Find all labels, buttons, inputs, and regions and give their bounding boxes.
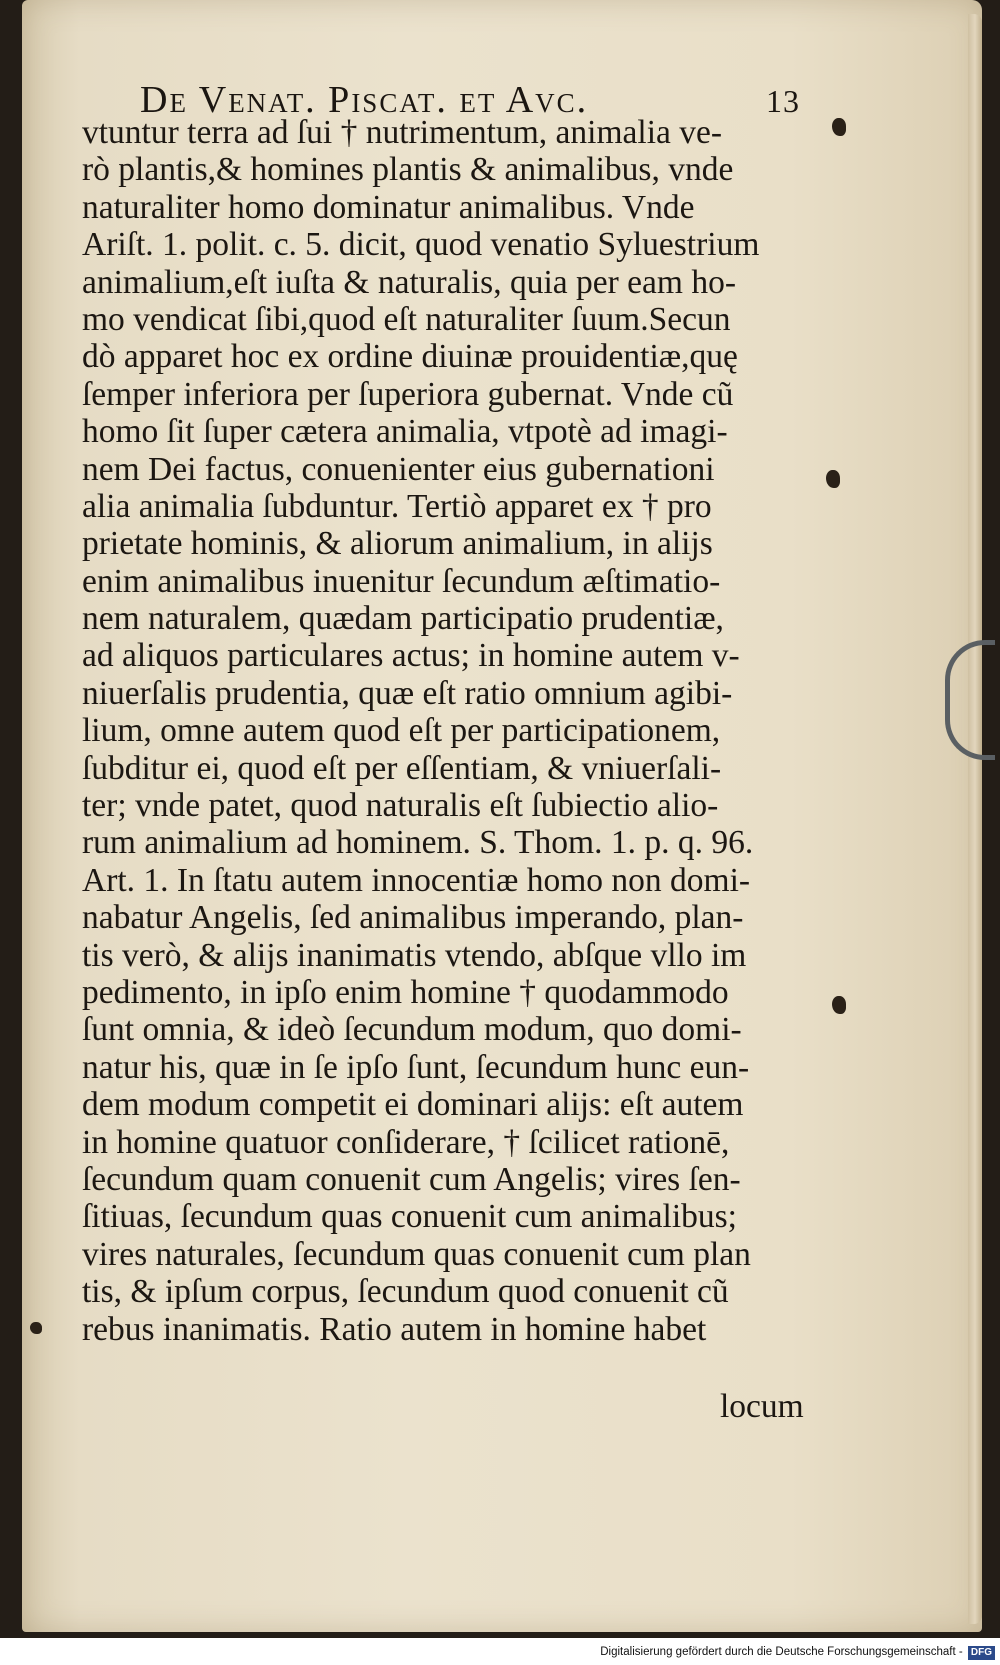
page-number: 13 xyxy=(766,83,800,119)
text-line: natur his, quæ in ſe ipſo ſunt, ſecundum hunc eun- xyxy=(82,1048,750,1086)
text-line: rò plantis,& homines plantis & animalibus, vnde xyxy=(82,151,734,189)
text-line: pedimento, in ipſo enim homine † quodammodo xyxy=(82,973,729,1011)
text-line: Art. 1. In ſtatu autem innocentiæ homo non domi- xyxy=(82,861,751,899)
text-line: ſemper inferiora per ſuperiora gubernat. Vnde cũ xyxy=(82,375,734,413)
text-line: rum animalium ad hominem. S. Thom. 1. p. q. 96. xyxy=(82,824,754,862)
footer-text: Digitalisierung gefördert durch die Deutsche Forschungsgemeinschaft - xyxy=(600,1646,963,1658)
catchword: locum xyxy=(720,1388,804,1425)
text-line: vires naturales, ſecundum quas conuenit cum plan xyxy=(82,1235,751,1273)
text-line: ter; vnde patet, quod naturalis eſt ſubiectio alio- xyxy=(82,787,719,825)
text-line: tis verò, & alijs inanimatis vtendo, abſque vllo im xyxy=(82,936,747,974)
dfg-logo-icon: DFG xyxy=(968,1646,995,1660)
text-line: nem naturalem, quædam participatio prudentiæ, xyxy=(82,600,724,638)
text-line: ſubditur ei, quod eſt per eſſentiam, & vniuerſali- xyxy=(82,749,722,787)
footer xyxy=(0,1640,995,1665)
margin-mark xyxy=(30,1322,42,1334)
page-edge xyxy=(968,14,982,1624)
text-line: mo vendicat ſibi,quod eſt naturaliter ſuum.Secun xyxy=(82,300,731,338)
text-line: dem modum competit ei dominari alijs: eſt autem xyxy=(82,1086,744,1124)
text-line: animalium,eſt iuſta & naturalis, quia per eam ho- xyxy=(82,263,736,301)
text-line: ſitiuas, ſecundum quas conuenit cum animalibus; xyxy=(82,1198,737,1236)
text-line: Ariſt. 1. polit. c. 5. dicit, quod venatio Syluestrium xyxy=(82,226,760,264)
text-line: enim animalibus inuenitur ſecundum æſtimatio- xyxy=(82,562,721,600)
margin-mark xyxy=(832,118,846,136)
running-title: De Venat. Piscat. et Avc. xyxy=(140,79,589,121)
text-line: lium, omne autem quod eſt per participationem, xyxy=(82,712,721,750)
margin-mark xyxy=(832,996,846,1014)
text-line: alia animalia ſubduntur. Tertiò apparet ex † pro xyxy=(82,487,712,525)
text-line: naturaliter homo dominatur animalibus. Vnde xyxy=(82,188,695,226)
text-line: prietate hominis, & aliorum animalium, in alijs xyxy=(82,525,713,563)
text-line: in homine quatuor conſiderare, † ſcilicet rationē, xyxy=(82,1123,730,1161)
text-line: ſecundum quam conuenit cum Angelis; vires ſen- xyxy=(82,1160,741,1198)
text-line: nem Dei factus, conuenienter eius gubernationi xyxy=(82,450,715,488)
page-clip xyxy=(945,640,995,760)
text-line: rebus inanimatis. Ratio autem in homine habet xyxy=(82,1310,707,1348)
text-line: homo ſit ſuper cætera animalia, vtpotè ad imagi- xyxy=(82,413,728,451)
text-line: dò apparet hoc ex ordine diuinæ prouidentiæ,quę xyxy=(82,338,738,376)
text-line: vtuntur terra ad ſui † nutrimentum, animalia ve- xyxy=(82,114,723,151)
text-line: ad aliquos particulares actus; in homine autem v- xyxy=(82,637,740,675)
margin-mark xyxy=(826,470,840,488)
text-line: nabatur Angelis, ſed animalibus imperando, plan- xyxy=(82,899,744,937)
text-line: niuerſalis prudentia, quæ eſt ratio omnium agibi- xyxy=(82,674,733,712)
body-text xyxy=(82,114,802,1348)
text-line: ſunt omnia, & ideò ſecundum modum, quo domi- xyxy=(82,1011,742,1049)
text-line: tis, & ipſum corpus, ſecundum quod conuenit cũ xyxy=(82,1273,729,1311)
